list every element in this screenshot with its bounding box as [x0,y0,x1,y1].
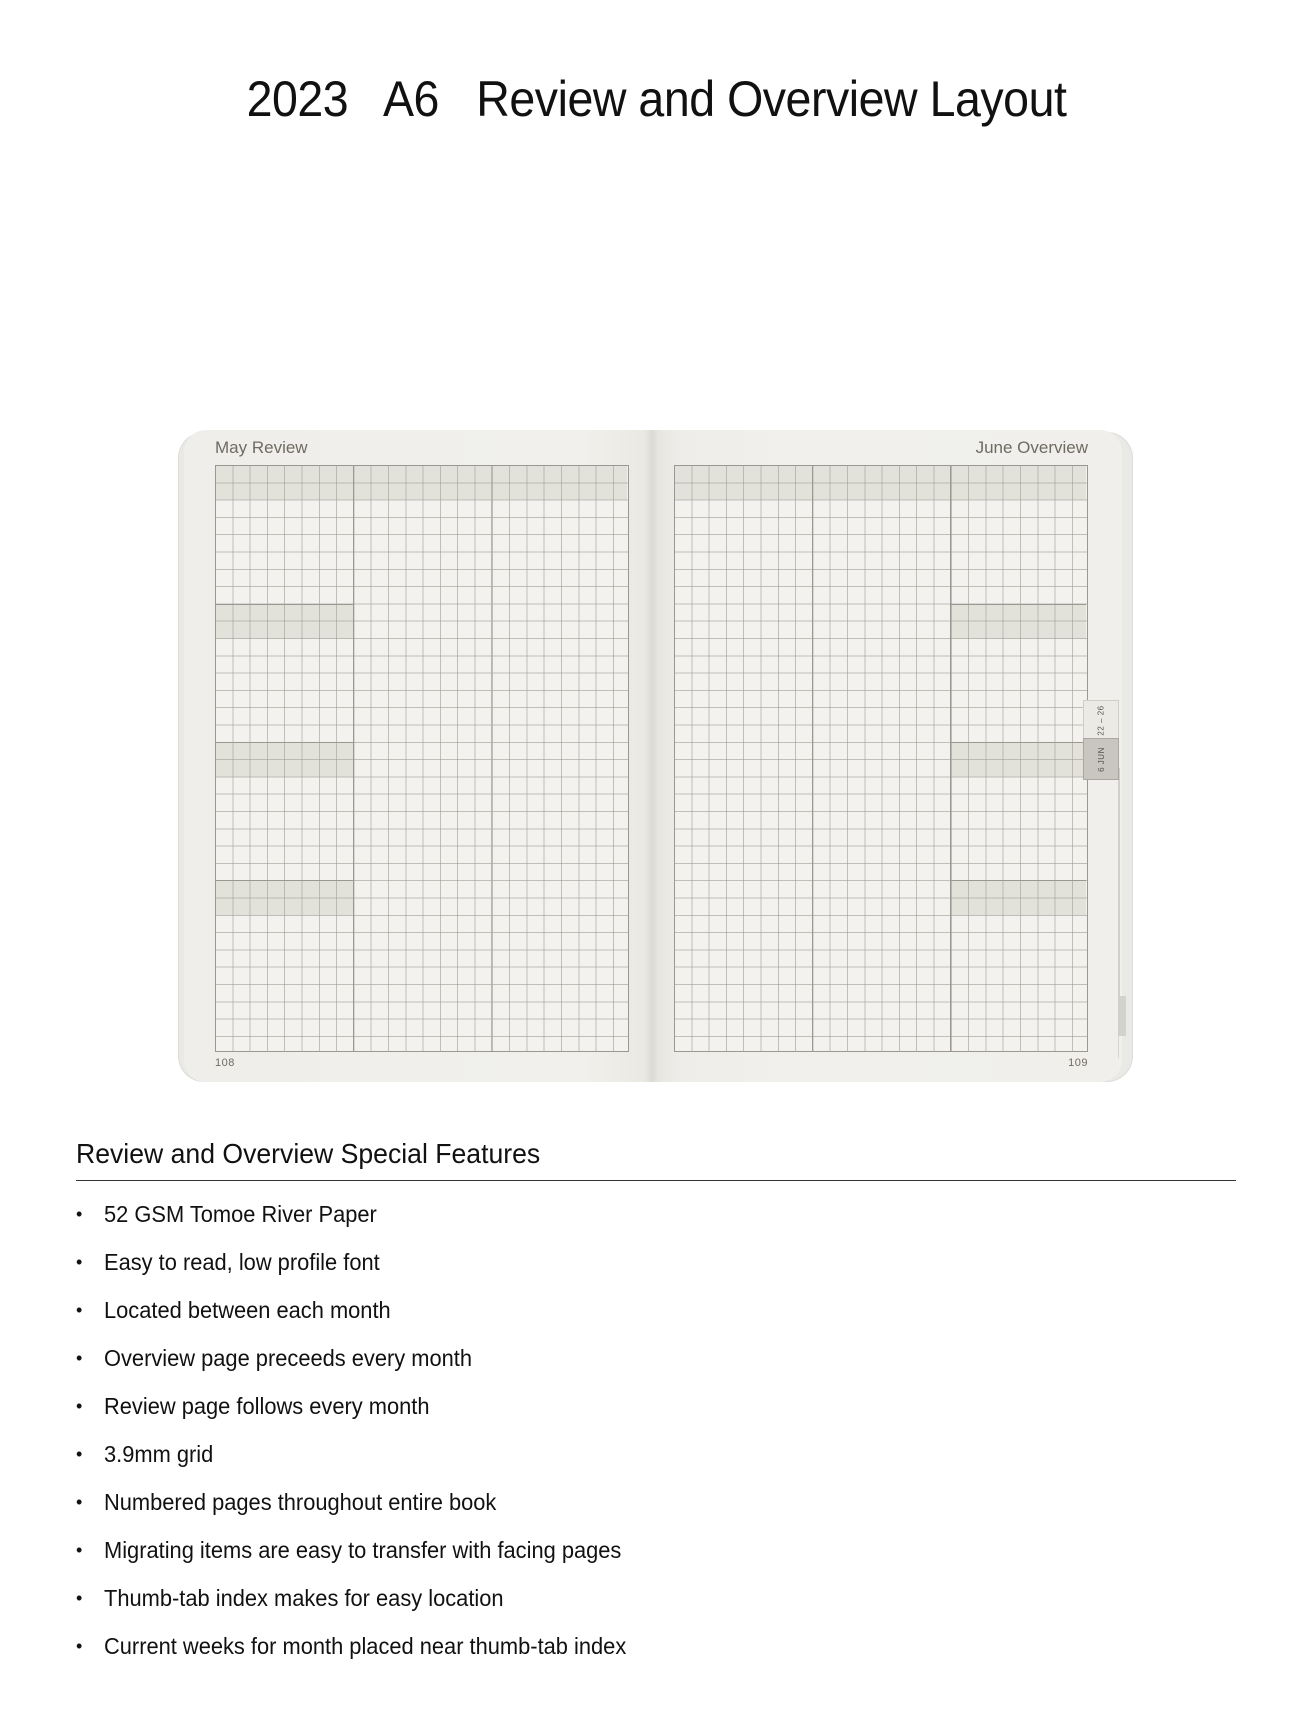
week-band [216,742,353,777]
list-item: • Numbered pages throughout entire book [76,1478,654,1526]
right-page-grid [674,465,1088,1052]
column-divider [491,466,492,1051]
bullet-icon: • [76,1396,83,1416]
thumb-tab-month: 6 JUN [1083,738,1119,780]
column-divider [353,466,354,1051]
bullet-icon: • [76,1300,83,1320]
thumb-tab-edge [1118,768,1126,1058]
list-item: • Overview page preceeds every month [76,1334,654,1382]
list-item: • 52 GSM Tomoe River Paper [76,1190,654,1238]
page-title [46,70,1267,128]
list-item: • Current weeks for month placed near thumb-tab index [76,1622,654,1670]
bullet-icon: • [76,1492,83,1512]
header-band [216,466,627,500]
spine [644,430,658,1082]
list-item: • Easy to read, low profile font [76,1238,654,1286]
week-band [216,604,353,639]
list-item: • Review page follows every month [76,1382,654,1430]
list-item: • Located between each month [76,1286,654,1334]
week-band [950,604,1086,639]
column-divider [950,466,951,1051]
right-page-number: 109 [1068,1057,1088,1069]
features-heading: Review and Overview Special Features [76,1138,541,1169]
list-item: • Migrating items are easy to transfer with facing pages [76,1526,654,1574]
column-divider [812,466,813,1051]
bullet-icon: • [76,1588,83,1608]
bullet-icon: • [76,1348,83,1368]
left-page-grid [215,465,629,1052]
heading-divider [76,1180,1236,1181]
list-item: • Thumb-tab index makes for easy location [76,1574,654,1622]
title-year: 2023 [246,71,349,127]
bullet-icon: • [76,1252,83,1272]
week-band [216,880,353,915]
bullet-icon: • [76,1204,83,1224]
right-page-title: June Overview [975,438,1088,457]
left-page-number: 108 [215,1057,235,1069]
title-size: A6 [382,71,439,127]
left-page-title: May Review [215,438,308,457]
week-band [950,880,1086,915]
list-item: • 3.9mm grid [76,1430,654,1478]
features-list [76,1190,654,1670]
header-band [675,466,1086,500]
title-layout: Review and Overview Layout [476,71,1067,127]
bullet-icon: • [76,1540,83,1560]
bullet-icon: • [76,1636,83,1656]
thumb-tab-weeks: 22 – 26 [1083,700,1119,740]
week-band [950,742,1086,777]
bullet-icon: • [76,1444,83,1464]
